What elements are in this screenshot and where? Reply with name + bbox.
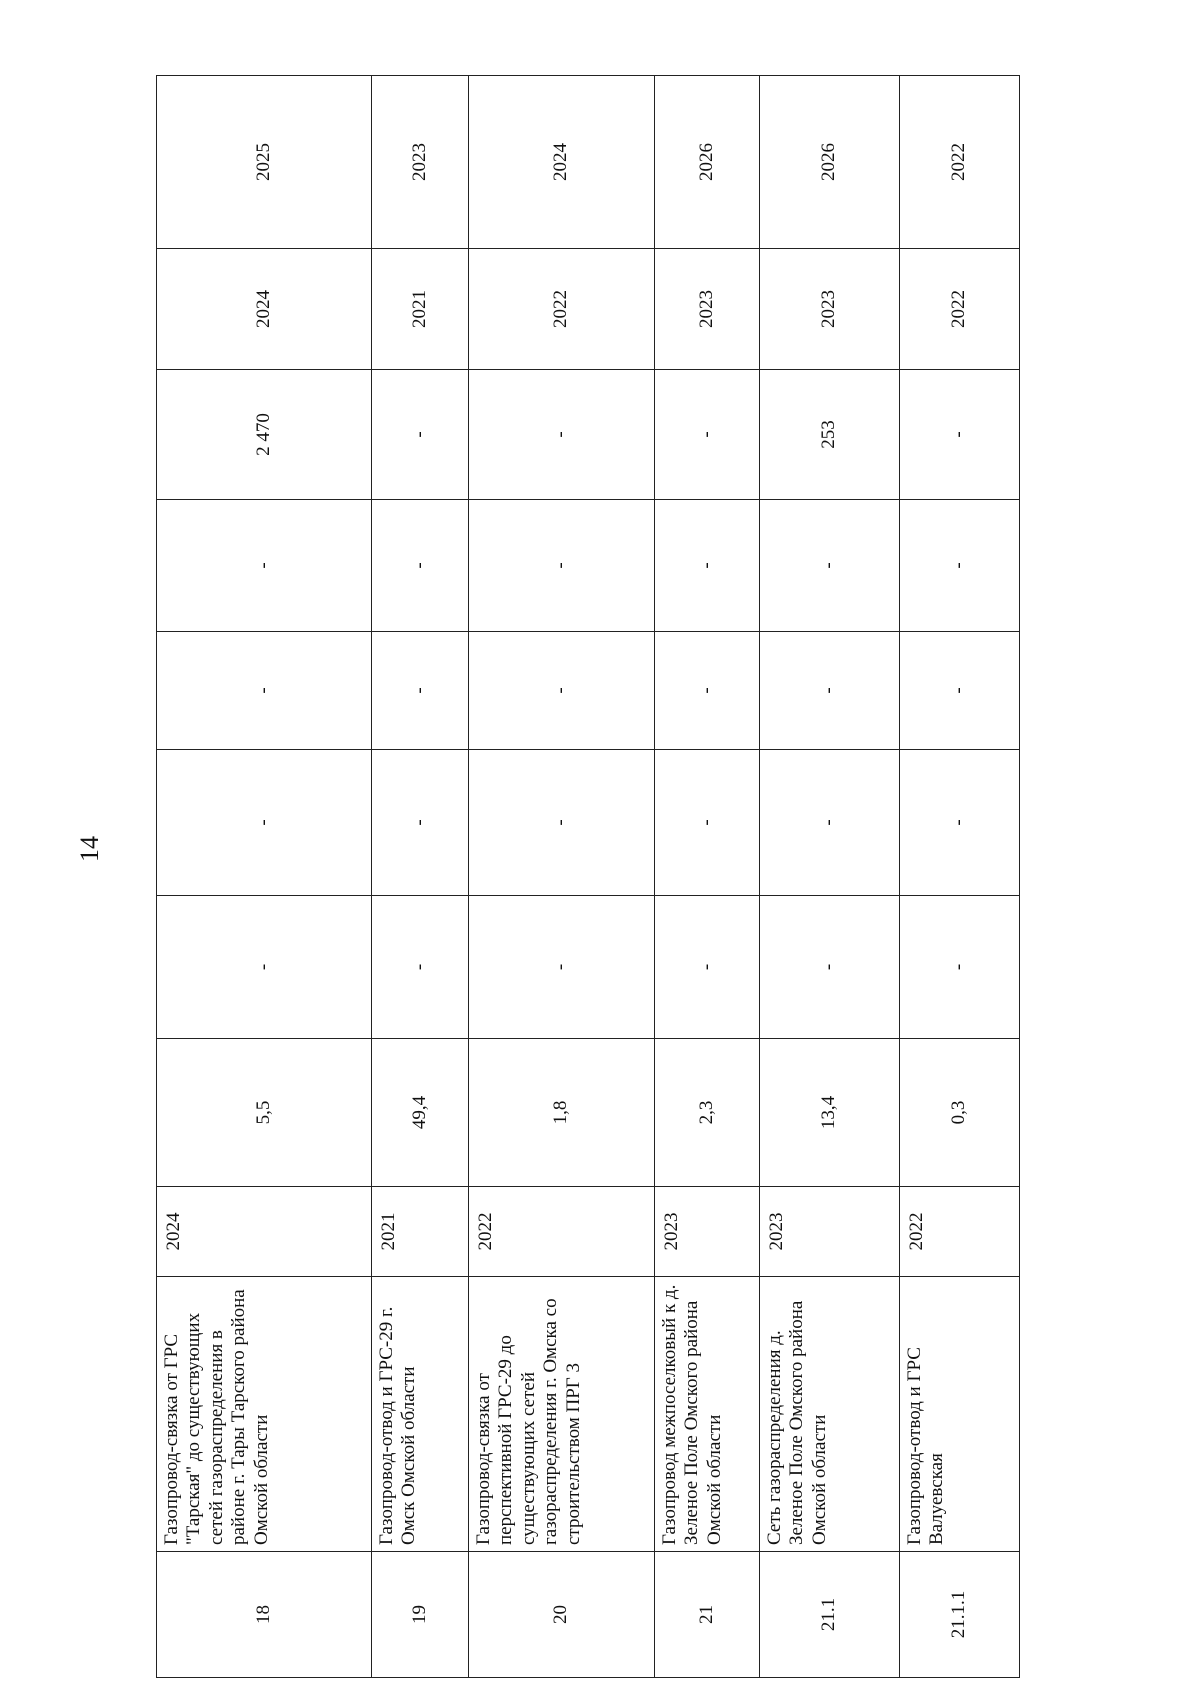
length-value: 1,8 <box>469 1039 655 1187</box>
table-row <box>760 76 900 1678</box>
cell-dash: - <box>900 632 1020 750</box>
table-body <box>157 76 1020 1678</box>
row-number: 21.1.1 <box>900 1552 1020 1678</box>
row-number: 21 <box>655 1552 760 1678</box>
row-number: 21.1 <box>760 1552 900 1678</box>
capacity-value: - <box>469 370 655 500</box>
cell-dash: - <box>469 896 655 1039</box>
table-row <box>469 76 655 1678</box>
cell-dash: - <box>900 500 1020 632</box>
cell-dash: - <box>469 632 655 750</box>
year-end: 2025 <box>157 76 372 249</box>
cell-dash: - <box>655 750 760 896</box>
year-begin: 2023 <box>655 249 760 370</box>
start-year: 2023 <box>760 1187 900 1277</box>
cell-dash: - <box>900 896 1020 1039</box>
year-begin: 2021 <box>372 249 469 370</box>
table-row <box>900 76 1020 1678</box>
year-begin: 2023 <box>760 249 900 370</box>
start-year: 2021 <box>372 1187 469 1277</box>
year-end: 2024 <box>469 76 655 249</box>
cell-dash: - <box>469 750 655 896</box>
cell-dash: - <box>469 500 655 632</box>
cell-dash: - <box>655 500 760 632</box>
length-value: 0,3 <box>900 1039 1020 1187</box>
object-name: Сеть газораспределения д. Зеленое Поле Омского района Омской области <box>760 1277 900 1552</box>
cell-dash: - <box>372 896 469 1039</box>
year-end: 2026 <box>760 76 900 249</box>
cell-dash: - <box>760 750 900 896</box>
year-end: 2026 <box>655 76 760 249</box>
object-name: Газопровод-связка от ГРС "Тарская" до существующих сетей газораспределения в районе г. Тары Тарского района Омской области <box>157 1277 372 1552</box>
start-year: 2022 <box>469 1187 655 1277</box>
cell-dash: - <box>372 632 469 750</box>
year-begin: 2024 <box>157 249 372 370</box>
cell-dash: - <box>157 500 372 632</box>
year-begin: 2022 <box>469 249 655 370</box>
object-name: Газопровод-связка от перспективной ГРС-29 до существующих сетей газораспределения г. Омска со строительством ПРГ 3 <box>469 1277 655 1552</box>
year-end: 2022 <box>900 76 1020 249</box>
rotated-table-container <box>156 76 1019 1678</box>
length-value: 49,4 <box>372 1039 469 1187</box>
cell-dash: - <box>372 500 469 632</box>
cell-dash: - <box>760 500 900 632</box>
object-name: Газопровод-отвод и ГРС-29 г. Омск Омской области <box>372 1277 469 1552</box>
object-name: Газопровод-отвод и ГРС Валуевская <box>900 1277 1020 1552</box>
year-end: 2023 <box>372 76 469 249</box>
start-year: 2023 <box>655 1187 760 1277</box>
capacity-value: 253 <box>760 370 900 500</box>
cell-dash: - <box>760 896 900 1039</box>
table-row <box>372 76 469 1678</box>
cell-dash: - <box>372 750 469 896</box>
page-number: 14 <box>75 836 104 862</box>
length-value: 13,4 <box>760 1039 900 1187</box>
row-number: 20 <box>469 1552 655 1678</box>
table-row <box>157 76 372 1678</box>
table-row <box>655 76 760 1678</box>
year-begin: 2022 <box>900 249 1020 370</box>
cell-dash: - <box>900 750 1020 896</box>
length-value: 5,5 <box>157 1039 372 1187</box>
cell-dash: - <box>157 632 372 750</box>
cell-dash: - <box>655 632 760 750</box>
object-name: Газопровод межпоселковый к д. Зеленое Поле Омского района Омской области <box>655 1277 760 1552</box>
capacity-value: 2 470 <box>157 370 372 500</box>
capacity-value: - <box>655 370 760 500</box>
cell-dash: - <box>157 750 372 896</box>
capacity-value: - <box>900 370 1020 500</box>
start-year: 2022 <box>900 1187 1020 1277</box>
cell-dash: - <box>655 896 760 1039</box>
cell-dash: - <box>157 896 372 1039</box>
cell-dash: - <box>760 632 900 750</box>
capacity-value: - <box>372 370 469 500</box>
start-year: 2024 <box>157 1187 372 1277</box>
row-number: 19 <box>372 1552 469 1678</box>
row-number: 18 <box>157 1552 372 1678</box>
length-value: 2,3 <box>655 1039 760 1187</box>
data-table <box>156 75 1020 1678</box>
